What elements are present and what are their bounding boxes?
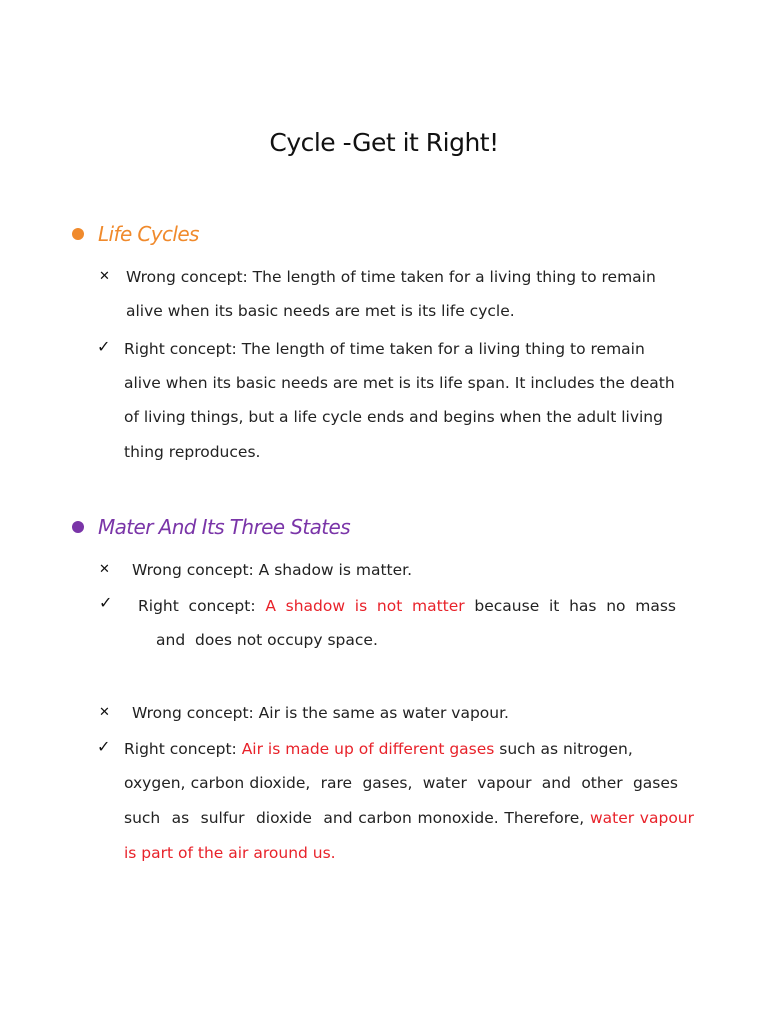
section-heading-life-cycles	[72, 222, 199, 246]
section-heading-matter	[72, 515, 350, 539]
right-concept-line: thing reproduces.	[124, 443, 261, 461]
wrong-concept-line: alive when its basic needs are met is its life cycle.	[126, 302, 515, 320]
highlighted-text: water vapour	[589, 809, 694, 827]
cross-icon: ✕	[99, 705, 110, 720]
right-concept-suffix: such as nitrogen,	[494, 740, 633, 758]
highlighted-text: Air is made up of different gases	[241, 740, 495, 758]
right-concept-text: oxygen, carbon dioxide, rare gases, water vapour and other gases	[124, 774, 678, 792]
right-concept-line	[124, 739, 633, 759]
right-concept-line: Right concept: The length of time taken for a living thing to remain	[124, 340, 645, 358]
check-icon: ✓	[97, 337, 111, 356]
check-icon: ✓	[99, 593, 113, 612]
orange-bullet-icon	[72, 228, 84, 240]
page-title: Cycle -Get it Right!	[269, 128, 499, 157]
right-concept-line	[124, 773, 678, 793]
wrong-concept-line: Wrong concept: The length of time taken for a living thing to remain	[126, 268, 656, 286]
wrong-concept-line: Wrong concept: A shadow is matter.	[132, 561, 413, 579]
right-concept-line: alive when its basic needs are met is its life span. It includes the death	[124, 374, 675, 392]
section-title-life-cycles: Life Cycles	[98, 222, 199, 246]
right-concept-line	[138, 596, 676, 616]
right-concept-plain: such as sulfur dioxide and carbon monoxide. Therefore,	[124, 809, 590, 827]
cross-icon: ✕	[99, 562, 110, 577]
highlighted-text: is part of the air around us.	[124, 844, 336, 862]
right-concept-text	[124, 808, 694, 828]
wrong-concept-line: Wrong concept: Air is the same as water vapour.	[132, 704, 509, 722]
right-concept-prefix: Right concept:	[138, 597, 266, 615]
check-icon: ✓	[97, 737, 111, 756]
right-concept-line: of living things, but a life cycle ends and begins when the adult living	[124, 408, 663, 426]
section-title-matter: Mater And Its Three States	[98, 515, 351, 539]
right-concept-suffix: because it has no mass	[464, 597, 676, 615]
right-concept-text	[138, 596, 676, 616]
right-concept-line	[124, 808, 694, 828]
right-concept-prefix: Right concept:	[124, 740, 242, 758]
right-concept-line: and does not occupy space.	[156, 631, 378, 649]
purple-bullet-icon	[72, 521, 84, 533]
cross-icon: ✕	[99, 269, 110, 284]
highlighted-text: A shadow is not matter	[265, 597, 465, 615]
